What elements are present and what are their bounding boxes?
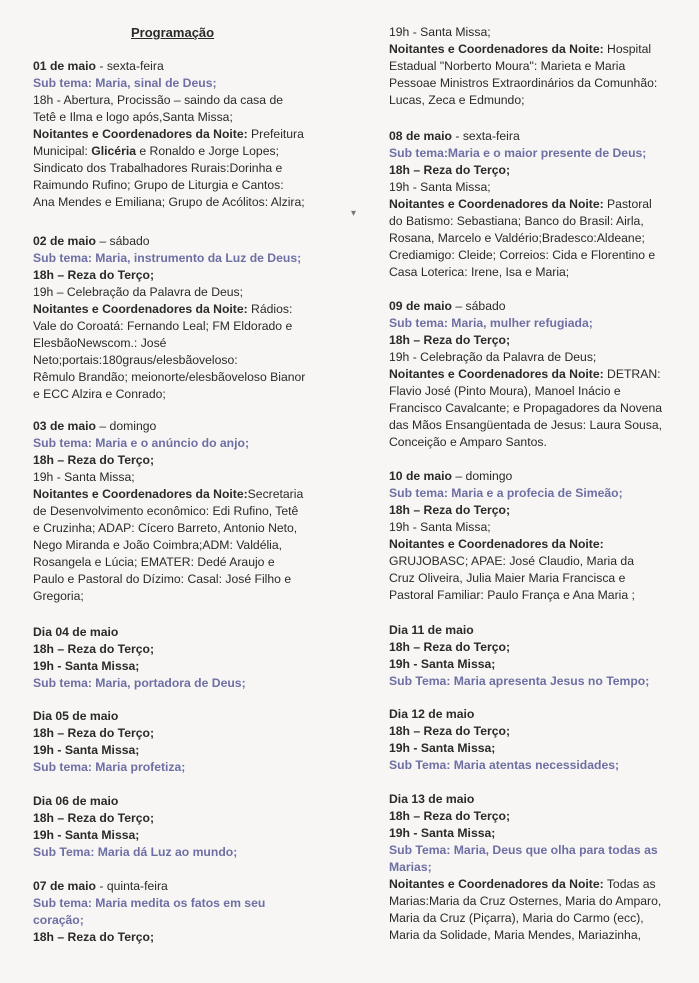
entry-line (389, 502, 667, 519)
body-text: Lucas, Zeca e Edmundo; (389, 93, 525, 107)
entry-line (33, 554, 346, 571)
bold-text: Noitantes e Coordenadores da Noite: (389, 537, 604, 551)
entry-line (389, 230, 667, 247)
entry-line (33, 233, 346, 250)
bold-text: 01 de maio (33, 59, 96, 73)
entry-line (389, 808, 667, 825)
entry-line (33, 75, 346, 92)
bold-text: 10 de maio (389, 469, 452, 483)
body-text: Rêmulo Brandão; meionorte/elesbãoveloso Bianor (33, 370, 306, 384)
entry-line (389, 825, 667, 842)
entry-line (33, 143, 346, 160)
entry-line (33, 793, 346, 810)
schedule-entry (33, 793, 346, 861)
entry-line (33, 469, 346, 486)
entry-line (389, 264, 667, 281)
schedule-entry (33, 418, 346, 605)
schedule-entry (389, 128, 667, 281)
schedule-entry (389, 298, 667, 451)
entry-line (389, 536, 667, 553)
bold-text: 19h - Santa Missa; (33, 659, 140, 673)
body-text: e ECC Alzira e Conrado; (33, 387, 166, 401)
sub-theme-text: Sub tema: Maria medita os fatos em seu (33, 896, 266, 910)
entry-line (33, 571, 346, 588)
body-text: GRUJOBASC; APAE: José Claudio, Maria da (389, 554, 634, 568)
entry-line (389, 893, 667, 910)
entry-line (389, 41, 667, 58)
entry-line (389, 434, 667, 451)
bold-text: 18h – Reza do Terço; (389, 809, 511, 823)
entry-line (389, 417, 667, 434)
entry-line (33, 708, 346, 725)
body-text: 19h - Santa Missa; (33, 470, 135, 484)
body-text: Paulo e Pastoral do Dízimo: Casal: José Filho e (33, 572, 292, 586)
entry-line (389, 24, 667, 41)
sub-theme-text: Sub Tema: Maria atentas necessidades; (389, 758, 620, 772)
entry-line (389, 927, 667, 944)
entry-line (389, 162, 667, 179)
entry-line (33, 742, 346, 759)
schedule-entry (33, 233, 346, 403)
body-text: Francisco Cavalcante; e Propagadores da Novena (389, 401, 663, 415)
sub-theme-text: Sub tema:Maria e o maior presente de Deus; (389, 146, 647, 160)
entry-line (33, 520, 346, 537)
bold-text: Noitantes e Coordenadores da Noite: (389, 42, 604, 56)
body-text: 18h - Abertura, Procissão – saindo da casa de (33, 93, 283, 107)
body-text: Pessoae Ministros Extraordinários da Comunhão: (389, 76, 658, 90)
bold-text: 19h - Santa Missa; (33, 743, 140, 757)
body-text: Flavio José (Pinto Moura), Manoel Inácio e (389, 384, 621, 398)
body-text: do Batismo: Sebastiana; Banco do Brasil: Airla, (389, 214, 644, 228)
entry-line (33, 844, 346, 861)
body-text: Cruz Oliveira, Julia Maier Maria Francisca e (389, 571, 626, 585)
body-text: das Mãos Ensangüentada de Jesus: Laura Sousa, (389, 418, 663, 432)
entry-line (389, 92, 667, 109)
entry-line (33, 675, 346, 692)
entry-line (389, 179, 667, 196)
bold-text: 18h – Reza do Terço; (33, 930, 155, 944)
entry-line (33, 284, 346, 301)
schedule-entry (389, 791, 667, 944)
body-text: 19h - Santa Missa; (389, 25, 491, 39)
entry-line (33, 537, 346, 554)
bold-text: 02 de maio (33, 234, 96, 248)
entry-line (33, 318, 346, 335)
body-text: 19h - Santa Missa; (389, 520, 491, 534)
entry-line (33, 503, 346, 520)
body-text: Vale do Coroatá: Fernando Leal; FM Eldorado e (33, 319, 293, 333)
entry-line (389, 298, 667, 315)
body-text: Ana Mendes e Emiliana; Grupo de Acólitos: Alzira; (33, 195, 305, 209)
entry-line (389, 332, 667, 349)
body-text: Marias:Maria da Cruz Osternes, Maria do Amparo, (389, 894, 662, 908)
entry-line (389, 519, 667, 536)
bold-text: Glicéria (91, 144, 136, 158)
entry-line (389, 247, 667, 264)
bold-text: 19h - Santa Missa; (389, 741, 496, 755)
entry-line (389, 213, 667, 230)
bold-text: 07 de maio (33, 879, 96, 893)
sub-theme-text: Sub tema: Maria profetiza; (33, 760, 186, 774)
bold-text: 18h – Reza do Terço; (389, 503, 511, 517)
body-text: - sexta-feira (452, 129, 520, 143)
entry-line (33, 624, 346, 641)
body-text: Secretaria (247, 487, 304, 501)
body-text: - quinta-feira (96, 879, 168, 893)
bold-text: 18h – Reza do Terço; (33, 453, 155, 467)
bold-text: 19h - Santa Missa; (33, 828, 140, 842)
entry-line (389, 723, 667, 740)
entry-line (389, 656, 667, 673)
body-text: Crediamigo: Cleide; Correios: Cida e Florentino e (389, 248, 656, 262)
entry-line (33, 109, 346, 126)
body-text: 19h – Celebração da Palavra de Deus; (33, 285, 244, 299)
body-text: – sábado (452, 299, 506, 313)
body-text: Prefeitura (247, 127, 304, 141)
body-text: Rosangela e Lúcia; EMATER: Dedé Araujo e (33, 555, 275, 569)
sub-theme-text: Sub tema: Maria, instrumento da Luz de Deus; (33, 251, 302, 265)
entry-line (33, 435, 346, 452)
body-text: Maria da Solidade, Maria Mendes, Mariazinha, (389, 928, 641, 942)
bold-text: 18h – Reza do Terço; (389, 724, 511, 738)
bold-text: Dia 13 de maio (389, 792, 475, 806)
entry-line (389, 859, 667, 876)
entry-line (389, 196, 667, 213)
entry-line (389, 400, 667, 417)
body-text: Municipal: (33, 144, 92, 158)
entry-line (389, 587, 667, 604)
body-text: Estadual "Norberto Moura": Marieta e Maria (389, 59, 626, 73)
entry-line (33, 177, 346, 194)
sub-theme-text: Sub Tema: Maria apresenta Jesus no Tempo; (389, 674, 650, 688)
body-text: DETRAN: (603, 367, 661, 381)
bold-text: Noitantes e Coordenadores da Noite: (33, 302, 248, 316)
entry-line (33, 810, 346, 827)
entry-line (389, 570, 667, 587)
sub-theme-text: Sub tema: Maria e o anúncio do anjo; (33, 436, 250, 450)
entry-line (389, 383, 667, 400)
schedule-entry (389, 622, 667, 690)
body-text: 19h - Santa Missa; (389, 180, 491, 194)
body-text: Tetê e Ilma e logo após,Santa Missa; (33, 110, 233, 124)
schedule-entry (33, 878, 346, 946)
entry-line (33, 160, 346, 177)
sub-theme-text: Sub Tema: Maria, Deus que olha para todas as (389, 843, 658, 857)
entry-line (33, 827, 346, 844)
schedule-entry (33, 624, 346, 692)
entry-line (33, 386, 346, 403)
bold-text: Noitantes e Coordenadores da Noite: (33, 487, 248, 501)
entry-line (33, 301, 346, 318)
body-text: Neto;portais:180graus/elesbãoveloso: (33, 353, 238, 367)
entry-line (389, 349, 667, 366)
scan-mark-icon: ▾ (351, 208, 357, 219)
entry-line (389, 468, 667, 485)
sub-theme-text: Sub tema: Maria, mulher refugiada; (389, 316, 593, 330)
bold-text: 18h – Reza do Terço; (389, 163, 511, 177)
bold-text: 18h – Reza do Terço; (33, 268, 155, 282)
bold-text: 18h – Reza do Terço; (389, 640, 511, 654)
entry-line (389, 876, 667, 893)
body-text: Rosana, Marcelo e Valdério;Bradesco:Aldeane; (389, 231, 645, 245)
entry-line (33, 641, 346, 658)
bold-text: Dia 12 de maio (389, 707, 475, 721)
entry-line (33, 335, 346, 352)
bold-text: 18h – Reza do Terço; (33, 642, 155, 656)
entry-line (33, 58, 346, 75)
schedule-entry (389, 468, 667, 604)
entry-line (389, 910, 667, 927)
entry-line (389, 553, 667, 570)
schedule-entry (33, 708, 346, 776)
entry-line (33, 588, 346, 605)
entry-line (389, 791, 667, 808)
entry-line (33, 452, 346, 469)
bold-text: Noitantes e Coordenadores da Noite: (389, 877, 604, 891)
bold-text: Noitantes e Coordenadores da Noite: (33, 127, 248, 141)
entry-line (33, 912, 346, 929)
entry-line (389, 639, 667, 656)
body-text: ElesbãoNewscom.: José (33, 336, 167, 350)
bold-text: 03 de maio (33, 419, 96, 433)
entry-line (33, 929, 346, 946)
body-text: e Cruzinha; ADAP: Cícero Barreto, Antonio Neto, (33, 521, 298, 535)
entry-line (389, 673, 667, 690)
bold-text: 18h – Reza do Terço; (33, 811, 155, 825)
body-text: Conceição e Amparo Santos. (389, 435, 547, 449)
body-text: – domingo (96, 419, 157, 433)
sub-theme-text: Sub tema: Maria, portadora de Deus; (33, 676, 246, 690)
bold-text: 09 de maio (389, 299, 452, 313)
entry-line (389, 145, 667, 162)
entry-line (389, 485, 667, 502)
entry-line (33, 418, 346, 435)
body-text: Nego Miranda e João Coimbra;ADM: Valdélia, (33, 538, 283, 552)
body-text: Raimundo Rufino; Grupo de Liturgia e Cantos: (33, 178, 284, 192)
body-text: e Ronaldo e Jorge Lopes; (135, 144, 279, 158)
sub-theme-text: Sub tema: Maria, sinal de Deus; (33, 76, 217, 90)
entry-line (33, 658, 346, 675)
bold-text: Dia 06 de maio (33, 794, 119, 808)
body-text: Maria da Cruz (Piçarra), Maria do Carmo (ecc), (389, 911, 644, 925)
entry-line (33, 895, 346, 912)
entry-line (389, 622, 667, 639)
entry-line (389, 75, 667, 92)
entry-line (389, 58, 667, 75)
entry-line (33, 878, 346, 895)
body-text: Sindicato dos Trabalhadores Rurais:Dorinha e (33, 161, 283, 175)
entry-line (33, 725, 346, 742)
bold-text: 19h - Santa Missa; (389, 826, 496, 840)
entry-line (33, 194, 346, 211)
body-text: Hospital (603, 42, 652, 56)
entry-line (33, 486, 346, 503)
bold-text: Dia 04 de maio (33, 625, 119, 639)
entry-line (33, 92, 346, 109)
entry-line (389, 128, 667, 145)
entry-line (389, 740, 667, 757)
schedule-entry (389, 24, 667, 109)
entry-line (389, 757, 667, 774)
body-text: – domingo (452, 469, 513, 483)
bold-text: Noitantes e Coordenadores da Noite: (389, 197, 604, 211)
bold-text: Dia 05 de maio (33, 709, 119, 723)
entry-line (33, 759, 346, 776)
bold-text: 18h – Reza do Terço; (389, 333, 511, 347)
sub-theme-text: Marias; (389, 860, 432, 874)
body-text: Pastoral (603, 197, 652, 211)
page-title: Programação (131, 25, 215, 40)
bold-text: Dia 11 de maio (389, 623, 474, 637)
entry-line (389, 842, 667, 859)
body-text: Rádios: (247, 302, 293, 316)
entry-line (33, 369, 346, 386)
body-text: Pastoral Familiar: Paulo França e Ana Maria ; (389, 588, 635, 602)
body-text: – sábado (96, 234, 150, 248)
sub-theme-text: coração; (33, 913, 84, 927)
schedule-entry (33, 58, 346, 211)
entry-line (389, 706, 667, 723)
entry-line (389, 366, 667, 383)
entry-line (33, 126, 346, 143)
entry-line (389, 315, 667, 332)
bold-text: 19h - Santa Missa; (389, 657, 496, 671)
body-text: 19h - Celebração da Palavra de Deus; (389, 350, 597, 364)
bold-text: Noitantes e Coordenadores da Noite: (389, 367, 604, 381)
entry-line (33, 352, 346, 369)
body-text: Todas as (603, 877, 656, 891)
body-text: - sexta-feira (96, 59, 164, 73)
bold-text: 18h – Reza do Terço; (33, 726, 155, 740)
bold-text: 08 de maio (389, 129, 452, 143)
body-text: de Desenvolvimento econômico: Edi Rufino, Tetê (33, 504, 299, 518)
entry-line (33, 250, 346, 267)
schedule-entry (389, 706, 667, 774)
body-text: Casa Loterica: Irene, Isa e Maria; (389, 265, 570, 279)
body-text: Gregoria; (33, 589, 84, 603)
sub-theme-text: Sub tema: Maria e a profecia de Simeão; (389, 486, 623, 500)
sub-theme-text: Sub Tema: Maria dá Luz ao mundo; (33, 845, 238, 859)
entry-line (33, 267, 346, 284)
